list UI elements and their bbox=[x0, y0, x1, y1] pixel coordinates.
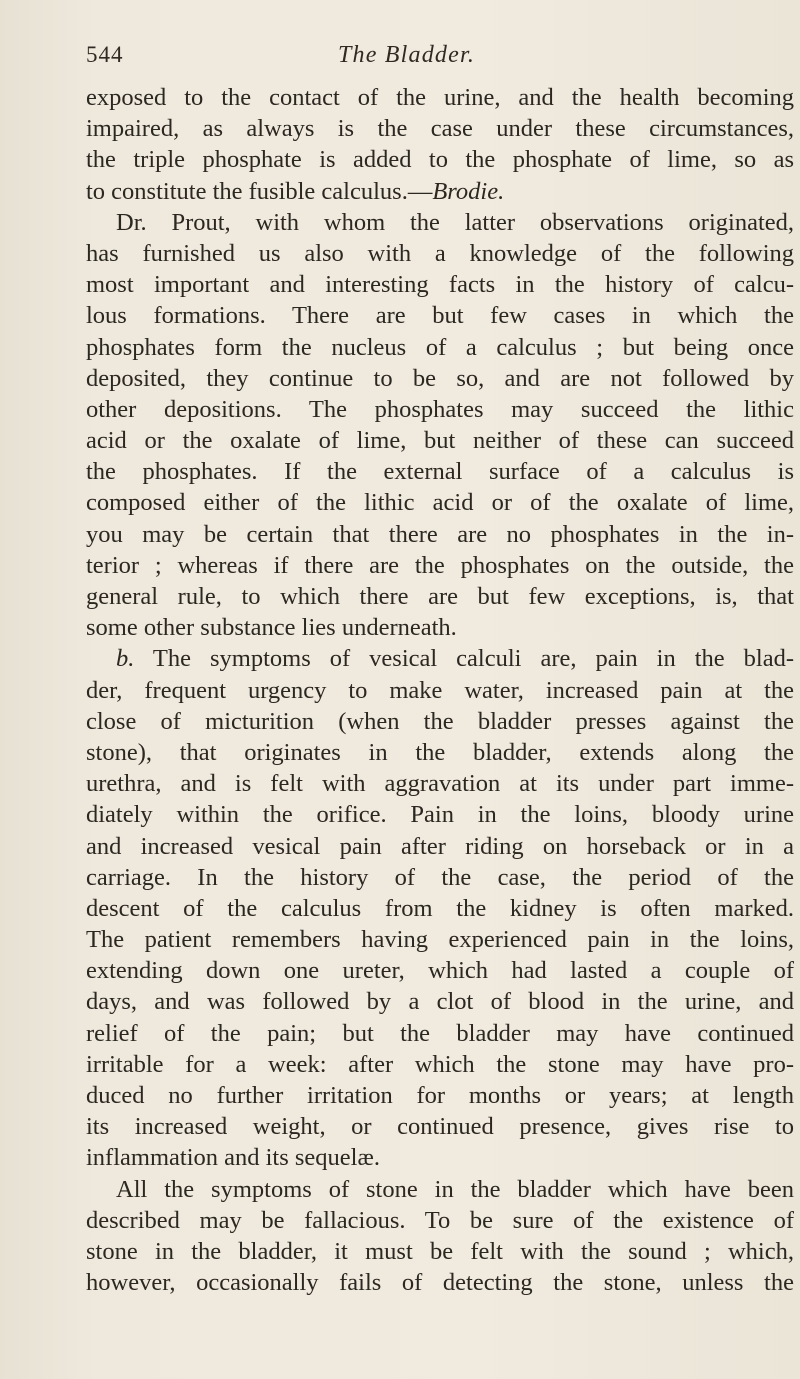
text-line: stone), that originates in the bladder, extends along the bbox=[86, 738, 794, 766]
body-text bbox=[86, 82, 794, 1298]
page-header bbox=[86, 42, 794, 78]
text-line: the phosphates. If the external surface of a calculus is bbox=[86, 458, 794, 486]
running-title: The Bladder. bbox=[338, 42, 476, 68]
text-line: descent of the calculus from the kidney is often marked. bbox=[86, 894, 794, 922]
text-line: deposited, they continue to be so, and are not followed by bbox=[86, 364, 794, 392]
text-line: The patient remembers having experienced pain in the loins, bbox=[86, 926, 794, 954]
text-line: the triple phosphate is added to the phosphate of lime, so as bbox=[86, 146, 794, 174]
text-line: days, and was followed by a clot of blood in the urine, and bbox=[86, 988, 794, 1016]
text-line: duced no further irritation for months or years; at length bbox=[86, 1082, 794, 1109]
text-line: diately within the orifice. Pain in the loins, bloody urine bbox=[86, 801, 794, 829]
text-line: composed either of the lithic acid or of the oxalate of lime, bbox=[86, 489, 794, 517]
text-fragment: The symptoms of vesical calculi are, pain in the blad- bbox=[134, 645, 794, 673]
text-line bbox=[86, 176, 794, 207]
text-line: exposed to the contact of the urine, and the health becoming bbox=[86, 84, 794, 111]
text-line: Dr. Prout, with whom the latter observations originated, bbox=[116, 208, 794, 236]
section-marker: b. bbox=[116, 645, 135, 673]
text-line: general rule, to which there are but few exceptions, is, that bbox=[86, 583, 794, 610]
text-line: other depositions. The phosphates may succeed the lithic bbox=[86, 395, 794, 423]
page-number: 544 bbox=[86, 42, 124, 67]
text-line: however, occasionally fails of detecting the stone, unless the bbox=[86, 1269, 794, 1297]
text-line: lous formations. There are but few cases in which the bbox=[86, 302, 794, 330]
text-line: acid or the oxalate of lime, but neither of these can succeed bbox=[86, 427, 794, 455]
text-line: der, frequent urgency to make water, increased pain at the bbox=[86, 676, 794, 704]
text-line: its increased weight, or continued presence, gives rise to bbox=[86, 1113, 794, 1141]
text-line: stone in the bladder, it must be felt with the sound ; which, bbox=[86, 1237, 794, 1265]
text-line: you may be certain that there are no phosphates in the in- bbox=[86, 520, 794, 548]
text-line: relief of the pain; but the bladder may have continued bbox=[86, 1019, 794, 1047]
text-line: inflammation and its sequelæ. bbox=[86, 1144, 380, 1172]
text-line: described may be fallacious. To be sure of the existence of bbox=[86, 1206, 794, 1234]
text-fragment: to constitute the fusible calculus.— bbox=[86, 177, 433, 205]
text-line bbox=[86, 643, 794, 674]
text-line: impaired, as always is the case under these circumstances, bbox=[86, 115, 794, 143]
text-line: some other substance lies underneath. bbox=[86, 614, 457, 642]
text-line: extending down one ureter, which had lasted a couple of bbox=[86, 957, 794, 985]
text-line: and increased vesical pain after riding on horseback or in a bbox=[86, 832, 794, 860]
text-line: carriage. In the history of the case, the period of the bbox=[86, 863, 794, 891]
text-line: urethra, and is felt with aggravation at its under part imme- bbox=[86, 770, 794, 798]
text-line: All the symptoms of stone in the bladder which have been bbox=[116, 1175, 794, 1203]
text-line: terior ; whereas if there are the phosphates on the outside, the bbox=[86, 551, 794, 579]
author-citation: Brodie. bbox=[432, 177, 505, 205]
text-line: phosphates form the nucleus of a calculus ; but being once bbox=[86, 333, 794, 361]
text-line: most important and interesting facts in the history of calcu- bbox=[86, 271, 794, 299]
text-line: irritable for a week: after which the stone may have pro- bbox=[86, 1050, 794, 1078]
text-line: has furnished us also with a knowledge of the following bbox=[86, 239, 794, 267]
text-line: close of micturition (when the bladder presses against the bbox=[86, 707, 794, 735]
